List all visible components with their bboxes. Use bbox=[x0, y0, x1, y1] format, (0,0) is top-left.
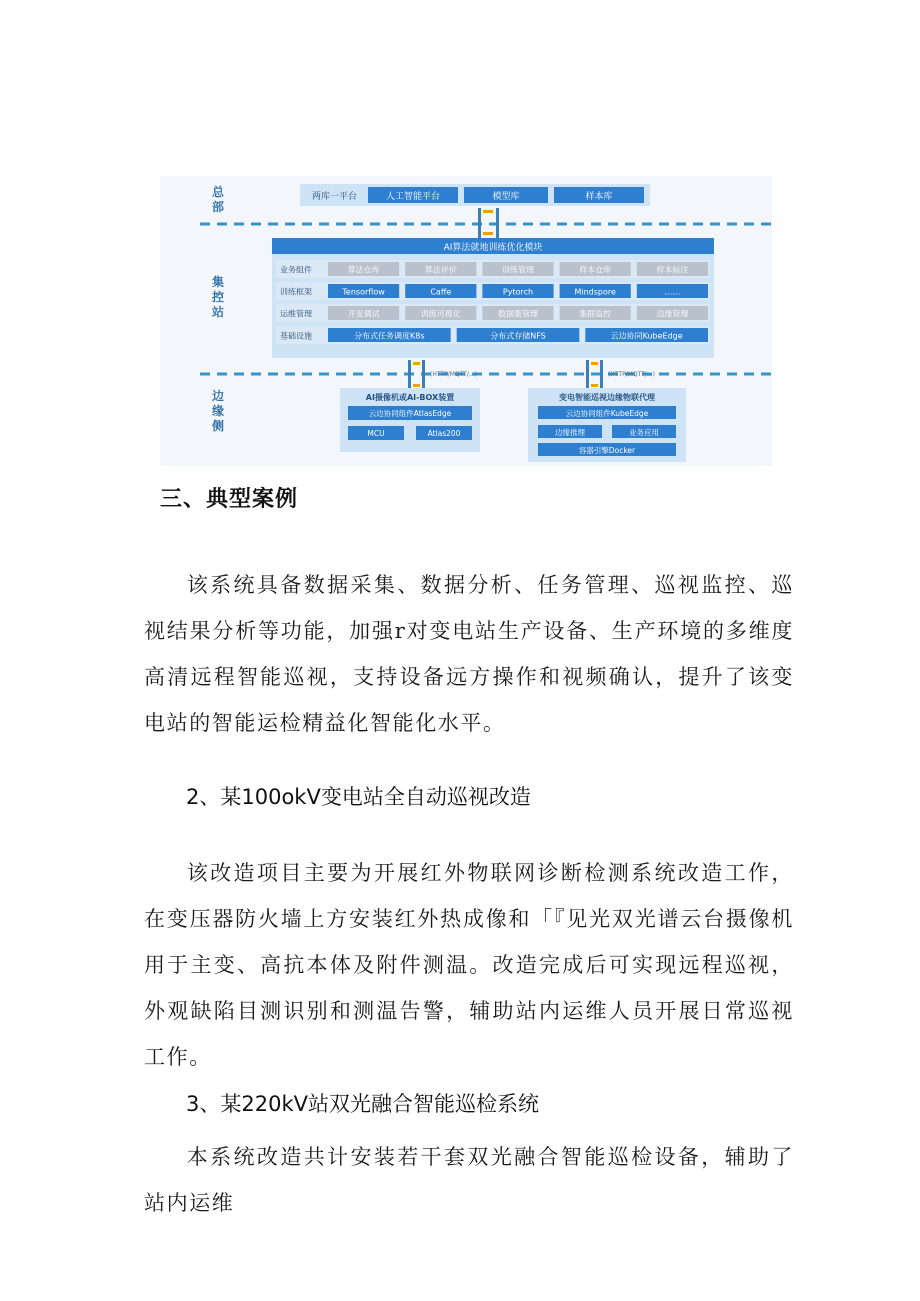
module-cell-label: 样本仓库 bbox=[579, 265, 612, 275]
module-cell-label: 开发调试 bbox=[347, 309, 380, 319]
architecture-diagram bbox=[160, 176, 772, 466]
module-cell-label: 训练管理 bbox=[502, 265, 534, 275]
module-cell-label: 样本标注 bbox=[656, 265, 689, 275]
edge-left-title: AI摄像机或AI-BOX装置 bbox=[365, 393, 455, 402]
hq-box-sample-library-label: 样本库 bbox=[585, 192, 613, 202]
module-cell-label: 集群监控 bbox=[579, 309, 612, 319]
hq-row-title: 两库一平台 bbox=[312, 192, 358, 202]
module-row-label: 基础设施 bbox=[280, 331, 312, 341]
side-label-center: 集控站 bbox=[212, 275, 225, 319]
edge-right-item-inference-label: 边缘推理 bbox=[555, 428, 585, 437]
module-row-label: 运维管理 bbox=[280, 309, 312, 319]
paragraph-1-text: 该系统具备数据采集、数据分析、任务管理、巡视监控、巡视结果分析等功能，加强r对变电站生产设备、生产环境的多维度高清远程智能巡视，支持设备远方操作和视频确认，提升了该变电站的智能运检精益化智能化水平。 bbox=[144, 573, 794, 735]
module-row-label: 业务组件 bbox=[280, 265, 312, 275]
module-cell-label: 算法评价 bbox=[424, 265, 457, 275]
module-cell-label: 边缘管理 bbox=[656, 309, 689, 319]
paragraph-2 bbox=[144, 850, 794, 1080]
module-cell-label: Mindspore bbox=[574, 287, 616, 297]
protocol-label-right: (HTTP/MQTT/...) bbox=[608, 371, 655, 378]
side-label-edge: 边缘侧 bbox=[212, 389, 225, 433]
module-cell-label: Tensorflow bbox=[342, 287, 385, 297]
hq-box-model-library-label: 模型库 bbox=[492, 192, 520, 202]
edge-right-title: 变电智能巡视边缘物联代理 bbox=[559, 393, 655, 402]
module-cell-label: 数据集管理 bbox=[498, 309, 538, 319]
module-cell-label: 分布式任务调度K8s bbox=[354, 331, 425, 341]
module-cell-label: …… bbox=[664, 287, 681, 297]
hq-box-ai-platform-label: 人工智能平台 bbox=[385, 192, 441, 202]
edge-right-item-business-label: 业务应用 bbox=[629, 428, 659, 437]
paragraph-1 bbox=[144, 562, 794, 746]
edge-right-item-kubeedge-label: 云边协同组件KubeEdge bbox=[565, 409, 649, 418]
module-cell-label: 训练可视化 bbox=[420, 309, 461, 319]
module-cell-label: Caffe bbox=[430, 287, 452, 297]
edge-left-item-atlas200-label: Atlas200 bbox=[427, 429, 461, 438]
edge-right-item-docker-label: 容器引擎Docker bbox=[578, 446, 636, 455]
paragraph-3-text: 本系统改造共计安装若干套双光融合智能巡检设备，辅助了站内运维 bbox=[144, 1145, 794, 1215]
case-2-heading: 2、某100okV变电站全自动巡视改造 bbox=[186, 785, 531, 809]
paragraph-2-text: 该改造项目主要为开展红外物联网诊断检测系统改造工作，在变压器防火墙上方安装红外热成像和「『见光双光谱云台摄像机用于主变、高抗本体及附件测温。改造完成后可实现远程巡视，外观缺陷目测识别和测温告警，辅助站内运维人员开展日常巡视工作。 bbox=[144, 861, 794, 1069]
edge-left-item-mcu-label: MCU bbox=[367, 429, 385, 438]
module-cell-label: Pytorch bbox=[502, 287, 534, 297]
module-row-label: 训练框架 bbox=[280, 287, 312, 297]
paragraph-3 bbox=[144, 1134, 794, 1226]
connector-center-edge-left bbox=[408, 360, 425, 390]
section-heading: 三、典型案例 bbox=[160, 487, 299, 512]
module-cell-label: 云边协同KubeEdge bbox=[610, 331, 683, 341]
edge-left-item-atlasedge-label: 云边协同组件AtlasEdge bbox=[368, 409, 452, 418]
module-title: AI算法就地训练优化模块 bbox=[443, 243, 543, 253]
module-cell-label: 算法仓库 bbox=[347, 265, 380, 275]
module-cell-label: 分布式存储NFS bbox=[490, 331, 546, 341]
protocol-label-left: (HTTP/MQTT/...) bbox=[430, 371, 477, 378]
case-3-heading: 3、某220kV站双光融合智能巡检系统 bbox=[186, 1092, 539, 1116]
side-label-hq: 总部 bbox=[212, 185, 225, 214]
